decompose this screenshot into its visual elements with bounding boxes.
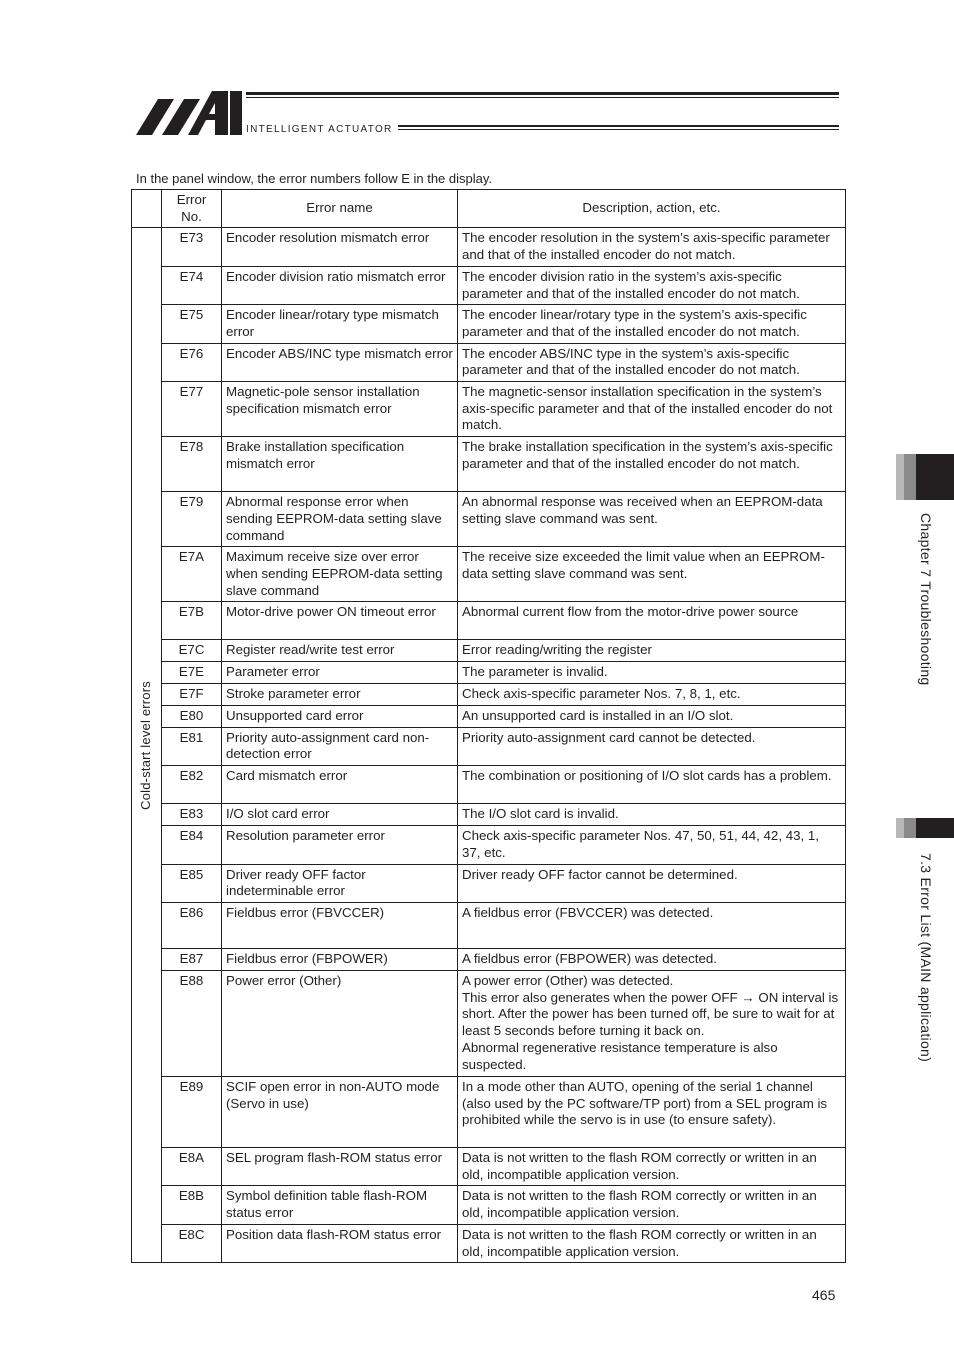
error-number: E7E xyxy=(162,662,222,684)
error-description: An unsupported card is installed in an I/O slot. xyxy=(458,706,846,728)
error-name: I/O slot card error xyxy=(222,804,458,826)
iai-logo xyxy=(136,90,246,136)
chapter-tab-mid xyxy=(904,454,916,500)
error-number: E87 xyxy=(162,948,222,970)
error-name: Maximum receive size over error when sending EEPROM-data setting slave command xyxy=(222,547,458,602)
error-name: Encoder linear/rotary type mismatch error xyxy=(222,305,458,343)
error-description: An abnormal response was received when an EEPROM-data setting slave command was sent. xyxy=(458,492,846,547)
error-name: Encoder ABS/INC type mismatch error xyxy=(222,343,458,381)
table-row xyxy=(132,1147,846,1185)
error-number: E89 xyxy=(162,1076,222,1147)
table-row xyxy=(132,382,846,437)
section-label: 7.3 Error List (MAIN application) xyxy=(918,853,934,1063)
error-name: Register read/write test error xyxy=(222,640,458,662)
error-name: Symbol definition table flash-ROM status error xyxy=(222,1186,458,1224)
category-cell xyxy=(132,228,162,1263)
page-number: 465 xyxy=(812,1287,836,1303)
error-number: E77 xyxy=(162,382,222,437)
table-row xyxy=(132,1186,846,1224)
error-name: Power error (Other) xyxy=(222,970,458,1076)
table-row xyxy=(132,826,846,864)
error-name: Brake installation specification mismatch error xyxy=(222,437,458,492)
table-row xyxy=(132,640,846,662)
header-rule-top-thin xyxy=(246,97,839,98)
error-description: Data is not written to the flash ROM correctly or written in an old, incompatible application version. xyxy=(458,1186,846,1224)
error-description: The brake installation specification in the system’s axis-specific parameter and that of the installed encoder do not match. xyxy=(458,437,846,492)
error-name: Position data flash-ROM status error xyxy=(222,1224,458,1262)
error-description: The encoder linear/rotary type in the system’s axis-specific parameter and that of the installed encoder do not match. xyxy=(458,305,846,343)
error-description: In a mode other than AUTO, opening of the serial 1 channel (also used by the PC software/TP port) from a SEL program is prohibited while the servo is in use (to ensure safety). xyxy=(458,1076,846,1147)
error-name: Magnetic-pole sensor installation specification mismatch error xyxy=(222,382,458,437)
header-error-no: Error No. xyxy=(162,190,222,228)
error-description: The encoder resolution in the system’s axis-specific parameter and that of the installed encoder do not match. xyxy=(458,228,846,266)
error-description: Check axis-specific parameter Nos. 47, 50, 51, 44, 42, 43, 1, 37, etc. xyxy=(458,826,846,864)
error-number: E83 xyxy=(162,804,222,826)
error-description: The magnetic-sensor installation specification in the system’s axis-specific parameter and that of the installed encoder do not match. xyxy=(458,382,846,437)
error-number: E7C xyxy=(162,640,222,662)
table-row xyxy=(132,1076,846,1147)
table-row xyxy=(132,727,846,765)
error-name: Driver ready OFF factor indeterminable error xyxy=(222,864,458,902)
table-row xyxy=(132,547,846,602)
table-row xyxy=(132,343,846,381)
error-number: E75 xyxy=(162,305,222,343)
table-row xyxy=(132,684,846,706)
table-row xyxy=(132,1224,846,1262)
table-row xyxy=(132,266,846,304)
intro-text: In the panel window, the error numbers follow E in the display. xyxy=(136,171,493,186)
table-row xyxy=(132,492,846,547)
error-number: E7B xyxy=(162,602,222,640)
error-name: Parameter error xyxy=(222,662,458,684)
error-number: E86 xyxy=(162,902,222,948)
error-number: E82 xyxy=(162,766,222,804)
error-number: E88 xyxy=(162,970,222,1076)
table-body xyxy=(132,228,846,1263)
header-category xyxy=(132,190,162,228)
error-description: The I/O slot card is invalid. xyxy=(458,804,846,826)
table-row xyxy=(132,804,846,826)
table-row xyxy=(132,902,846,948)
error-description: Data is not written to the flash ROM correctly or written in an old, incompatible application version. xyxy=(458,1147,846,1185)
error-name: Motor-drive power ON timeout error xyxy=(222,602,458,640)
error-number: E7F xyxy=(162,684,222,706)
error-name: Resolution parameter error xyxy=(222,826,458,864)
error-number: E8B xyxy=(162,1186,222,1224)
chapter-tab-dark xyxy=(916,454,954,500)
error-name: Unsupported card error xyxy=(222,706,458,728)
chapter-tab-light xyxy=(896,454,904,500)
header-error-name: Error name xyxy=(222,190,458,228)
error-number: E76 xyxy=(162,343,222,381)
error-number: E80 xyxy=(162,706,222,728)
error-name: Abnormal response error when sending EEPROM-data setting slave command xyxy=(222,492,458,547)
error-description: The receive size exceeded the limit value when an EEPROM-data setting slave command was sent. xyxy=(458,547,846,602)
error-name: SEL program flash-ROM status error xyxy=(222,1147,458,1185)
category-label: Cold-start level errors xyxy=(138,680,154,810)
error-number: E8A xyxy=(162,1147,222,1185)
table-row xyxy=(132,706,846,728)
error-name: Priority auto-assignment card non-detection error xyxy=(222,727,458,765)
table-row xyxy=(132,437,846,492)
error-name: SCIF open error in non-AUTO mode (Servo in use) xyxy=(222,1076,458,1147)
table-row xyxy=(132,766,846,804)
error-number: E78 xyxy=(162,437,222,492)
error-description: Priority auto-assignment card cannot be detected. xyxy=(458,727,846,765)
header-description: Description, action, etc. xyxy=(458,190,846,228)
error-description: The encoder ABS/INC type in the system’s axis-specific parameter and that of the installed encoder do not match. xyxy=(458,343,846,381)
error-description: The combination or positioning of I/O slot cards has a problem. xyxy=(458,766,846,804)
error-number: E85 xyxy=(162,864,222,902)
brand-name: INTELLIGENT ACTUATOR xyxy=(246,124,393,135)
error-number: E84 xyxy=(162,826,222,864)
header-rule-bottom xyxy=(398,125,839,127)
table-row xyxy=(132,602,846,640)
error-description: Data is not written to the flash ROM correctly or written in an old, incompatible application version. xyxy=(458,1224,846,1262)
error-number: E74 xyxy=(162,266,222,304)
error-number: E7A xyxy=(162,547,222,602)
table-row xyxy=(132,970,846,1076)
error-name: Card mismatch error xyxy=(222,766,458,804)
table-row xyxy=(132,948,846,970)
error-number: E81 xyxy=(162,727,222,765)
error-number: E79 xyxy=(162,492,222,547)
error-name: Stroke parameter error xyxy=(222,684,458,706)
section-tab-light xyxy=(896,818,904,838)
error-description: Check axis-specific parameter Nos. 7, 8, 1, etc. xyxy=(458,684,846,706)
error-description: Error reading/writing the register xyxy=(458,640,846,662)
table-header-row xyxy=(132,190,846,228)
section-tab-dark xyxy=(916,818,954,838)
error-name: Encoder resolution mismatch error xyxy=(222,228,458,266)
error-name: Fieldbus error (FBVCCER) xyxy=(222,902,458,948)
error-description: A fieldbus error (FBVCCER) was detected. xyxy=(458,902,846,948)
table-row xyxy=(132,305,846,343)
table-row xyxy=(132,864,846,902)
error-number: E73 xyxy=(162,228,222,266)
header-rule-bottom-thin xyxy=(398,129,839,130)
section-tab-mid xyxy=(904,818,916,838)
error-description: A fieldbus error (FBPOWER) was detected. xyxy=(458,948,846,970)
error-description: A power error (Other) was detected. This error also generates when the power OFF → ON interval is short. After the power has been turned off, be sure to wait for at least 5 seconds before turning it back on. Abnormal regenerative resistance temperature is also suspected. xyxy=(458,970,846,1076)
error-name: Encoder division ratio mismatch error xyxy=(222,266,458,304)
error-description: Driver ready OFF factor cannot be determined. xyxy=(458,864,846,902)
error-description: The parameter is invalid. xyxy=(458,662,846,684)
error-name: Fieldbus error (FBPOWER) xyxy=(222,948,458,970)
error-table xyxy=(131,189,846,1263)
error-description: Abnormal current flow from the motor-drive power source xyxy=(458,602,846,640)
error-description: The encoder division ratio in the system’s axis-specific parameter and that of the installed encoder do not match. xyxy=(458,266,846,304)
error-number: E8C xyxy=(162,1224,222,1262)
header-rule-top xyxy=(246,92,839,95)
table-row xyxy=(132,662,846,684)
table-row xyxy=(132,228,846,266)
chapter-label: Chapter 7 Troubleshooting xyxy=(918,513,934,686)
